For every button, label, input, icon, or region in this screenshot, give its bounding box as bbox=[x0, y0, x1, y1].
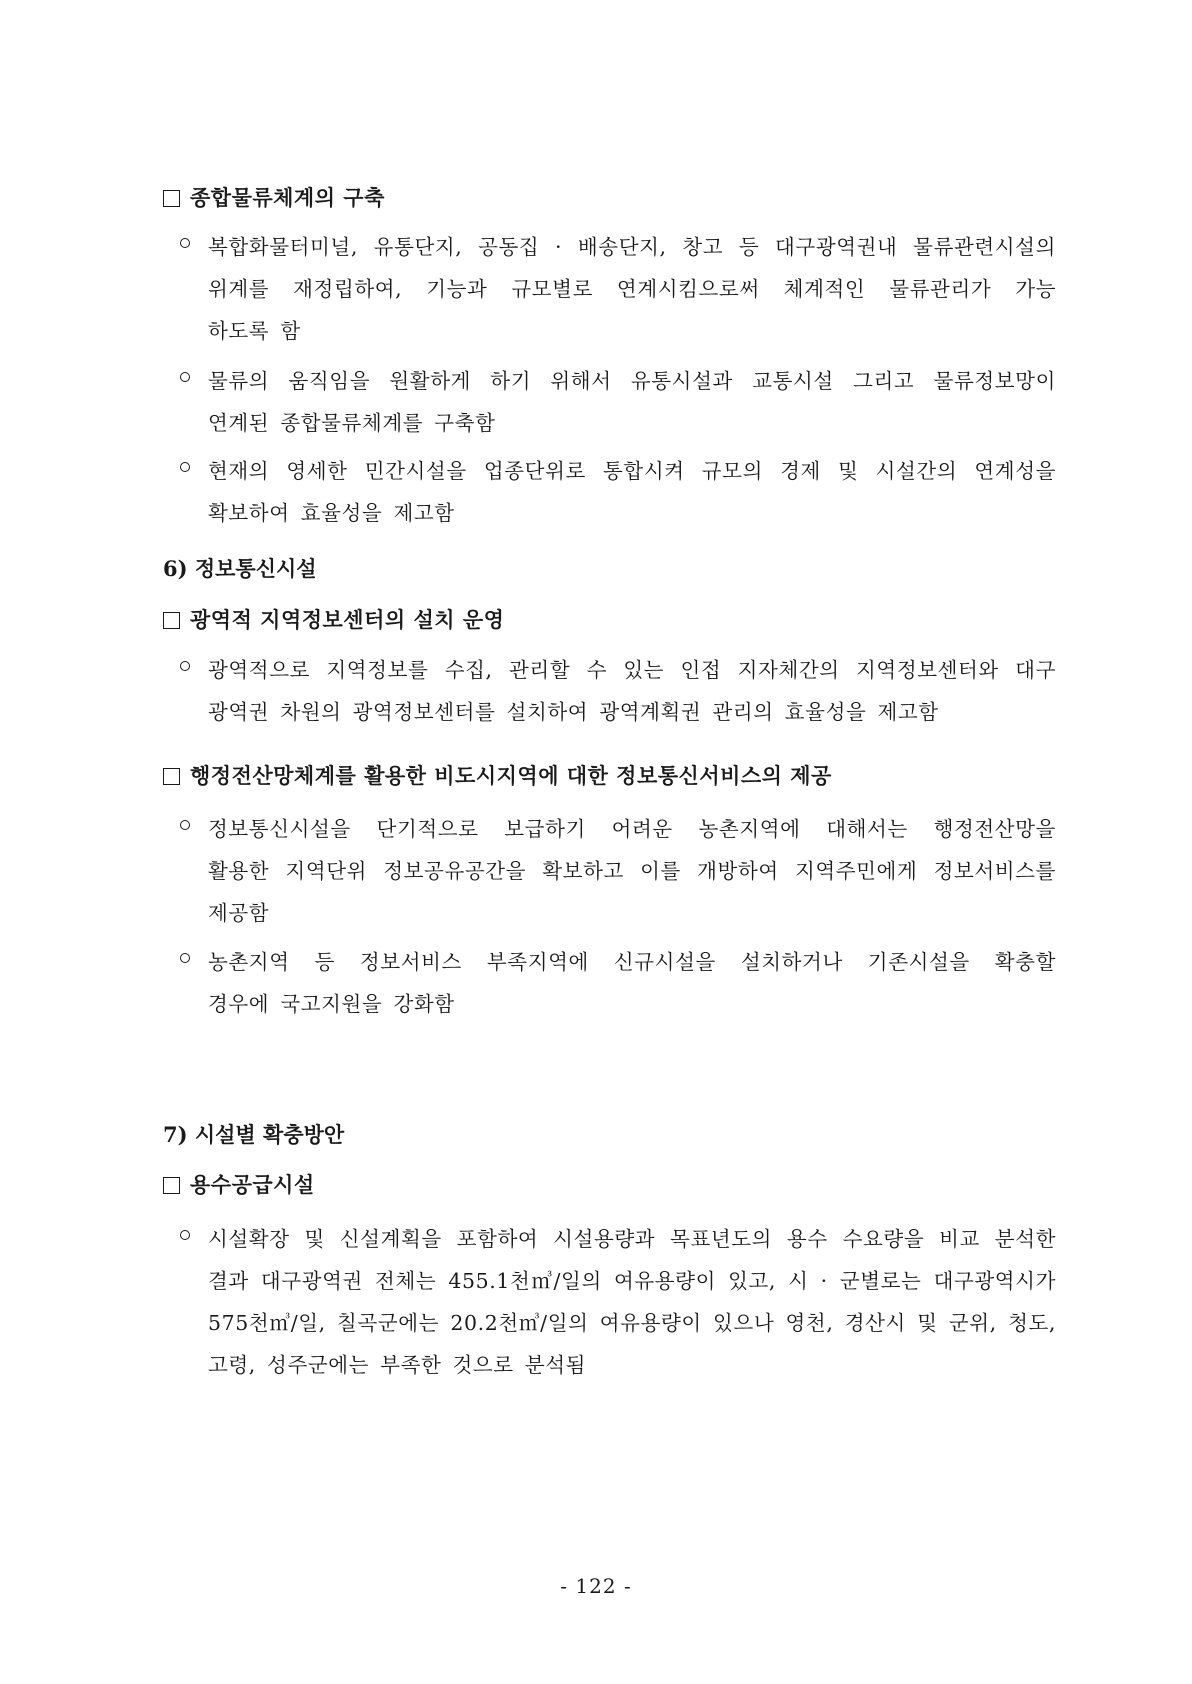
bullet-line: 광역권 차원의 광역정보센터를 설치하여 광역계획권 관리의 효율성을 제고함 bbox=[208, 700, 939, 724]
bullet-line: 고령, 성주군에는 부족한 것으로 분석됨 bbox=[208, 1353, 587, 1377]
box-heading-admin-network bbox=[163, 762, 832, 790]
checkbox-square-icon bbox=[163, 190, 180, 207]
bullet-item bbox=[180, 649, 1056, 733]
circle-bullet-icon bbox=[180, 226, 190, 268]
heading-text: 광역적 지역정보센터의 설치 운영 bbox=[190, 607, 505, 632]
bullet-line: 복합화물터미널, 유통단지, 공동집 · 배송단지, 창고 등 대구광역권내 물류관련시설의 bbox=[208, 235, 1056, 259]
bullet-line: 하도록 함 bbox=[208, 319, 301, 343]
bullet-line: 현재의 영세한 민간시설을 업종단위로 통합시켜 규모의 경제 및 시설간의 연계성을 bbox=[208, 459, 1056, 483]
bullet-line: 광역적으로 지역정보를 수집, 관리할 수 있는 인접 지자체간의 지역정보센터와 대구 bbox=[208, 658, 1056, 682]
bullet-line: 경우에 국고지원을 강화함 bbox=[208, 992, 455, 1016]
bullet-item bbox=[180, 226, 1056, 352]
checkbox-square-icon bbox=[163, 768, 180, 785]
circle-bullet-icon bbox=[180, 1218, 190, 1260]
bullet-line: 농촌지역 등 정보서비스 부족지역에 신규시설을 설치하거나 기존시설을 확충할 bbox=[208, 950, 1056, 974]
bullet-line: 제공함 bbox=[208, 901, 270, 925]
bullet-item bbox=[180, 360, 1056, 444]
checkbox-square-icon bbox=[163, 1177, 180, 1194]
heading-text: 용수공급시설 bbox=[190, 1172, 315, 1197]
box-heading-regional-info-center bbox=[163, 606, 504, 634]
section-title-telecom: 6) 정보통신시설 bbox=[163, 556, 317, 581]
bullet-item bbox=[180, 941, 1056, 1025]
bullet-line: 575천㎥/일, 칠곡군에는 20.2천㎥/일의 여유용량이 있으나 영천, 경산시 및 군위, 청도, bbox=[208, 1311, 1056, 1335]
box-heading-logistics bbox=[163, 184, 385, 212]
box-heading-water-supply bbox=[163, 1171, 315, 1199]
circle-bullet-icon bbox=[180, 360, 190, 402]
circle-bullet-icon bbox=[180, 649, 190, 691]
page-number: - 122 - bbox=[560, 1574, 632, 1598]
bullet-item bbox=[180, 808, 1056, 934]
bullet-line: 정보통신시설을 단기적으로 보급하기 어려운 농촌지역에 대해서는 행정전산망을 bbox=[208, 817, 1056, 841]
bullet-line: 시설확장 및 신설계획을 포함하여 시설용량과 목표년도의 용수 수요량을 비교 분석한 bbox=[208, 1227, 1056, 1251]
bullet-line: 위계를 재정립하여, 기능과 규모별로 연계시킴으로써 체계적인 물류관리가 가능 bbox=[208, 277, 1056, 301]
bullet-item bbox=[180, 1218, 1056, 1386]
circle-bullet-icon bbox=[180, 941, 190, 983]
bullet-line: 활용한 지역단위 정보공유공간을 확보하고 이를 개방하여 지역주민에게 정보서비스를 bbox=[208, 859, 1056, 883]
bullet-line: 확보하여 효율성을 제고함 bbox=[208, 501, 455, 525]
bullet-line: 연계된 종합물류체계를 구축함 bbox=[208, 411, 496, 435]
heading-text: 종합물류체계의 구축 bbox=[190, 185, 385, 210]
bullet-line: 결과 대구광역권 전체는 455.1천㎥/일의 여유용량이 있고, 시 · 군별로는 대구광역시가 bbox=[208, 1269, 1056, 1293]
heading-text: 행정전산망체계를 활용한 비도시지역에 대한 정보통신서비스의 제공 bbox=[190, 763, 832, 788]
circle-bullet-icon bbox=[180, 808, 190, 850]
bullet-item bbox=[180, 450, 1056, 534]
section-title-facility-expansion: 7) 시설별 확충방안 bbox=[163, 1122, 345, 1147]
circle-bullet-icon bbox=[180, 450, 190, 492]
checkbox-square-icon bbox=[163, 612, 180, 629]
bullet-line: 물류의 움직임을 원활하게 하기 위해서 유통시설과 교통시설 그리고 물류정보망이 bbox=[208, 369, 1056, 393]
